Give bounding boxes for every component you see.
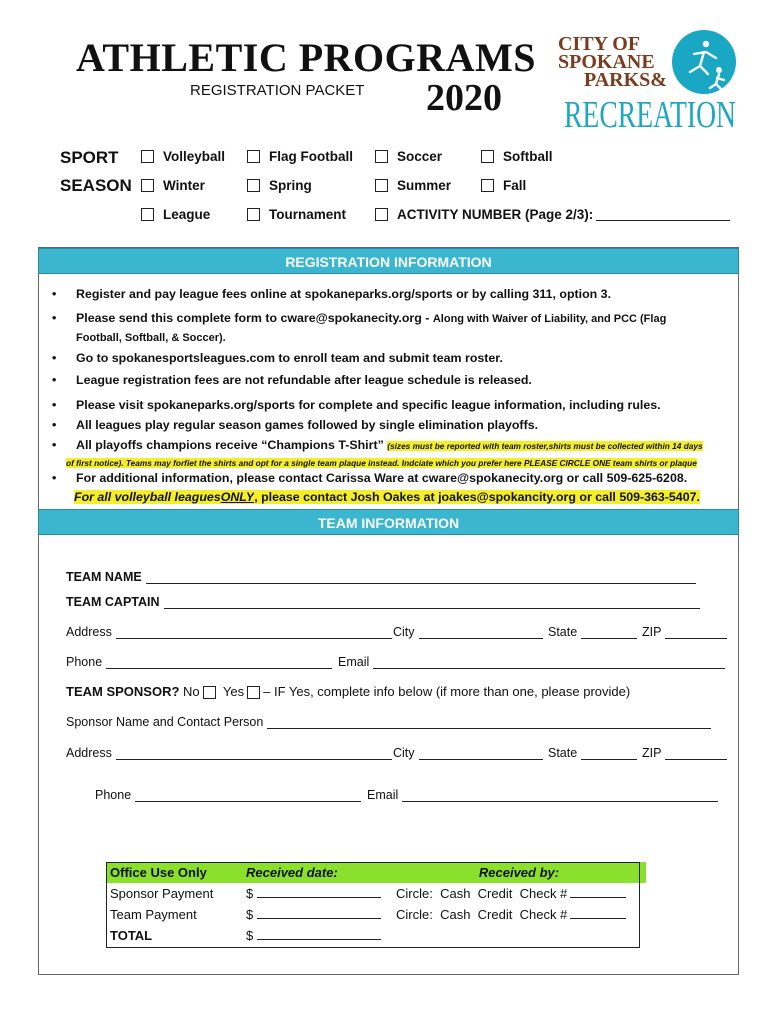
spokane-parks-logo [556,30,740,132]
team-name-field[interactable]: TEAM NAME [66,570,696,584]
team-sponsor-row: TEAM SPONSOR? No Yes – IF Yes, complete info below (if more than one, please provide) [66,684,631,699]
sponsor-payment-amount[interactable]: $ [242,883,392,904]
bullet-send-form-cont: Football, Softball, & Soccer). [76,332,226,344]
season-label: SEASON [60,176,132,195]
bullet-rules: • Please visit spokaneparks.org/sports for complete and specific league information, including rules. [52,398,661,412]
checkbox-flag-football[interactable]: Flag Football [247,149,353,164]
sponsor-payment-method[interactable]: Circle: Cash Credit Check # [392,883,646,904]
bullet-playoffs: • All leagues play regular season games followed by single elimination playoffs. [52,418,539,432]
checkbox-icon[interactable] [481,150,494,163]
bullet-refund: • League registration fees are not refundable after league schedule is released. [52,373,532,387]
svg-text:RECREATION: RECREATION [564,94,736,132]
page-title: ATHLETIC PROGRAMS [76,35,537,80]
team-captain-field[interactable]: TEAM CAPTAIN [66,595,700,609]
checkbox-tournament[interactable]: Tournament [247,207,346,222]
svg-text:CITY OF: CITY OF [558,33,641,55]
state-field[interactable]: State [548,625,637,639]
total-amount[interactable]: $ [242,925,392,946]
sport-label: SPORT [60,148,119,167]
sponsor-email-field[interactable]: Email [367,788,718,802]
zip-field[interactable]: ZIP [642,625,727,639]
bullet-send-form: • Please send this complete form to cware@spokanecity.org - Along with Waiver of Liability, and PCC (Flag [52,311,667,325]
checkbox-icon[interactable] [375,150,388,163]
checkbox-fall[interactable]: Fall [481,178,526,193]
checkbox-soccer[interactable]: Soccer [375,149,442,164]
year: 2020 [426,77,502,119]
checkbox-winter[interactable]: Winter [141,178,205,193]
checkbox-icon[interactable] [247,208,260,221]
bullet-register: • Register and pay league fees online at spokaneparks.org/sports or by calling 311, option 3. [52,287,612,301]
sponsor-payment-row: Sponsor Payment $ Circle: Cash Credit Check # [106,883,646,904]
sponsor-zip-field[interactable]: ZIP [642,746,727,760]
team-payment-amount[interactable]: $ [242,904,392,925]
bullet-enroll: • Go to spokanesportsleagues.com to enroll team and submit team roster. [52,351,503,365]
sponsor-phone-field[interactable]: Phone [95,788,361,802]
sponsor-state-field[interactable]: State [548,746,637,760]
svg-text:PARKS&: PARKS& [584,69,667,91]
checkbox-summer[interactable]: Summer [375,178,451,193]
checkbox-icon[interactable] [481,179,494,192]
sponsor-yes-checkbox[interactable] [247,686,260,699]
volleyball-contact: For all volleyball leaguesONLY, please contact Josh Oakes at joakes@spokancity.org or call 509-363-5407. [74,490,700,504]
team-payment-method[interactable]: Circle: Cash Credit Check # [392,904,646,925]
office-header-row: Office Use Only Received date: Received by: [106,862,646,883]
registration-info-banner: REGISTRATION INFORMATION [38,248,739,274]
bullet-champions-cont: of first notice). Teams may forfiet the shirts and opt for a single team plaque instead. Indciate which you prefer here PLEASE CIRCLE ONE team shirts or plaque [66,458,697,468]
city-field[interactable]: City [393,625,543,639]
sponsor-city-field[interactable]: City [393,746,543,760]
checkbox-icon[interactable] [141,179,154,192]
checkbox-softball[interactable]: Softball [481,149,553,164]
checkbox-icon[interactable] [247,179,260,192]
checkbox-volleyball[interactable]: Volleyball [141,149,225,164]
office-use-table [106,862,646,946]
checkbox-icon[interactable] [375,208,388,221]
checkbox-icon[interactable] [141,208,154,221]
team-payment-row: Team Payment $ Circle: Cash Credit Check # [106,904,646,925]
address-field[interactable]: Address [66,625,392,639]
checkbox-icon[interactable] [375,179,388,192]
checkbox-league[interactable]: League [141,207,210,222]
svg-text:SPOKANE: SPOKANE [558,51,655,73]
checkbox-icon[interactable] [141,150,154,163]
checkbox-icon[interactable] [247,150,260,163]
activity-number-field[interactable]: ACTIVITY NUMBER (Page 2/3): [375,207,730,222]
checkbox-spring[interactable]: Spring [247,178,312,193]
bullet-contact: • For additional information, please contact Carissa Ware at cware@spokanecity.org or call 509-625-6208. [52,471,688,485]
sponsor-no-checkbox[interactable] [203,686,216,699]
phone-field[interactable]: Phone [66,655,332,669]
bullet-champions: • All playoffs champions receive “Champions T-Shirt” (sizes must be reported with team roster,shirts must be collected within 14 days [52,438,703,452]
email-field[interactable]: Email [338,655,725,669]
page-subtitle: REGISTRATION PACKET [190,82,365,99]
total-row: TOTAL $ [106,925,646,946]
team-info-banner: TEAM INFORMATION [38,509,739,535]
sponsor-name-field[interactable]: Sponsor Name and Contact Person [66,715,711,729]
activity-number-line[interactable] [596,208,730,221]
sponsor-address-field[interactable]: Address [66,746,392,760]
